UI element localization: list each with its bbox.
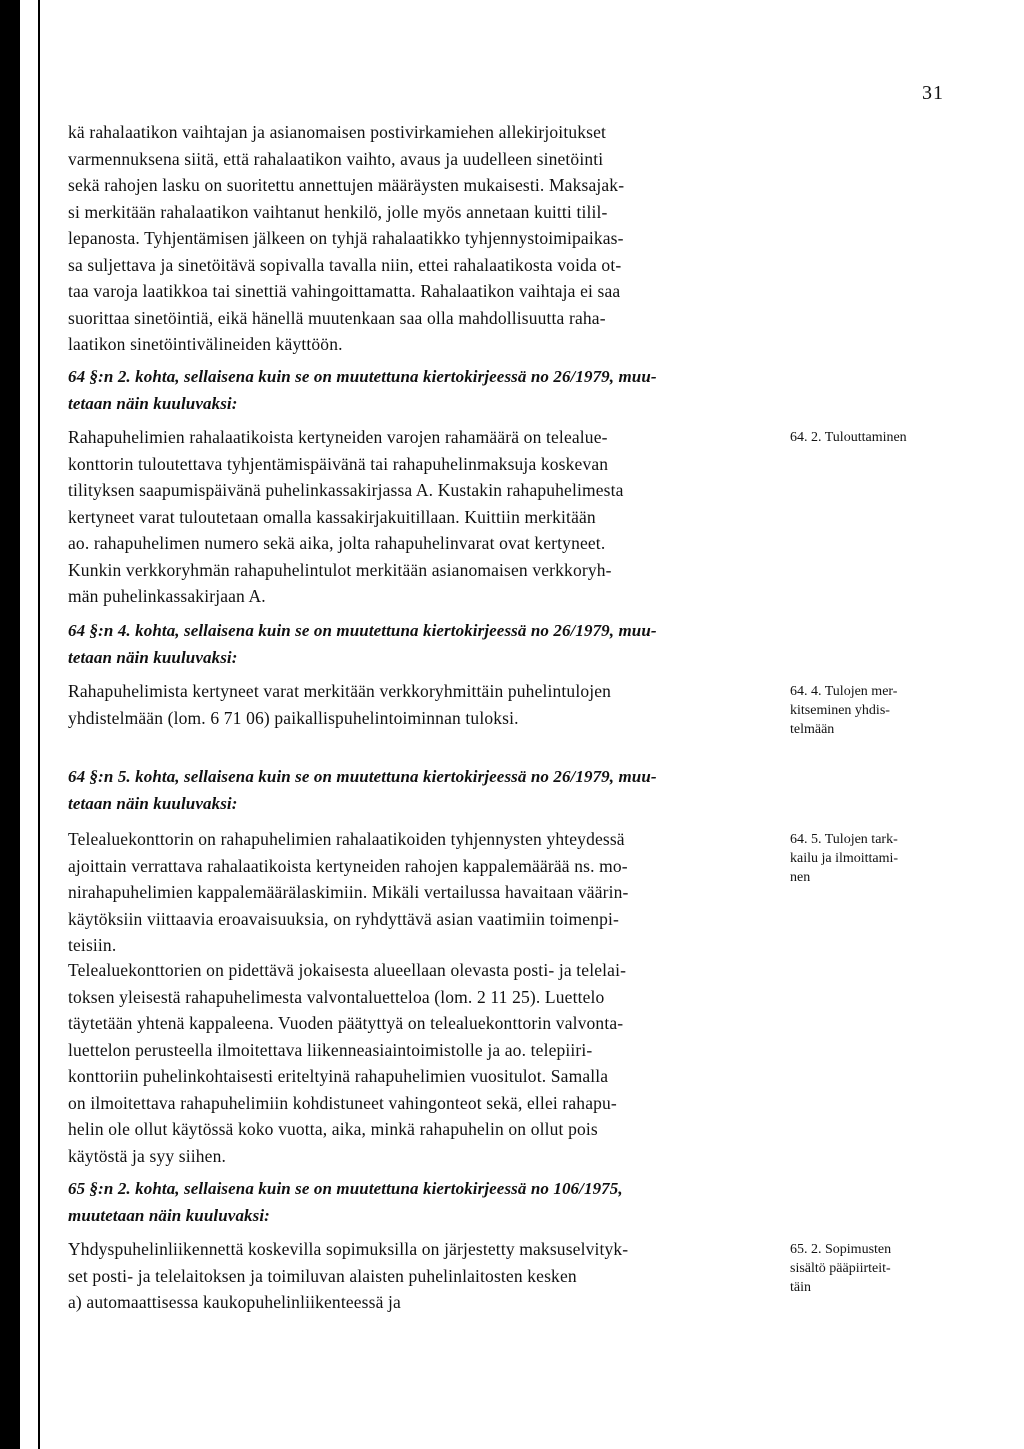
text-line: sekä rahojen lasku on suoritettu annettujen määräysten mukaisesti. Maksajak- [68, 175, 625, 195]
margin-note-line: sisältö pääpiirteit- [790, 1261, 891, 1276]
text-line: luettelon perusteella ilmoitettava liikenneasiaintoimistolle ja ao. telepiiri- [68, 1039, 593, 1060]
text-line: laatikon sinetöintivälineiden käyttöön. [68, 334, 343, 354]
text-line: män puhelinkassakirjaan A. [68, 586, 266, 606]
text-line: tilityksen saapumispäivänä puhelinkassakirjassa A. Kustakin rahapuhelimesta [68, 480, 624, 500]
section-paragraph [68, 1236, 758, 1316]
text-line: on ilmoitettava rahapuhelimiin kohdistuneet vahingonteot sekä, ellei rahapu- [68, 1092, 617, 1113]
section-heading [68, 1176, 758, 1229]
heading-line: tetaan näin kuuluvaksi: [68, 393, 238, 413]
section-heading [68, 618, 758, 671]
margin-note [790, 428, 990, 447]
text-line: taa varoja laatikkoa tai sinettiä vahingoittamatta. Rahalaatikon vaihtaja ei saa [68, 281, 621, 301]
margin-note-line: kailu ja ilmoittami- [790, 851, 899, 866]
section-paragraph [68, 424, 758, 610]
margin-note-line: 65. 2. Sopimusten [790, 1242, 892, 1257]
text-line: set posti- ja telelaitoksen ja toimiluvan alaisten puhelinlaitosten kesken [68, 1265, 577, 1286]
page-number: 31 [922, 82, 944, 104]
margin-note-line: nen [790, 870, 811, 885]
text-line: Telealuekonttorien on pidettävä jokaisesta alueellaan olevasta posti- ja telelai- [68, 960, 627, 980]
text-line: Yhdyspuhelinliikennettä koskevilla sopimuksilla on järjestetty maksuselvityk- [68, 1239, 629, 1259]
section-heading [68, 364, 758, 417]
text-line: Rahapuhelimien rahalaatikoista kertyneiden varojen rahamäärä on telealue- [68, 427, 608, 447]
binding-edge [0, 0, 20, 1449]
text-line: teisiin. [68, 935, 117, 955]
text-line: Telealuekonttorin on rahapuhelimien rahalaatikoiden tyhjennysten yhteydessä [68, 829, 625, 849]
text-line: täytetään yhtenä kappaleena. Vuoden päätyttyä on telealuekonttorin valvonta- [68, 1013, 624, 1033]
margin-note-line: 64. 5. Tulojen tark- [790, 832, 898, 847]
text-line: kä rahalaatikon vaihtajan ja asianomaisen postivirkamiehen allekirjoitukset [68, 122, 607, 142]
margin-note-line: täin [790, 1280, 811, 1295]
margin-note-line: kitseminen yhdis- [790, 703, 890, 718]
heading-line: tetaan näin kuuluvaksi: [68, 793, 238, 813]
text-line: si merkitään rahalaatikon vaihtanut henkilö, jolle myös annetaan kuitti tilil- [68, 201, 608, 222]
margin-note-line: 64. 4. Tulojen mer- [790, 684, 898, 699]
text-line: helin ole ollut käytössä koko vuotta, aika, minkä rahapuhelin on ollut pois [68, 1119, 598, 1139]
intro-paragraph [68, 119, 758, 358]
text-line: konttoriin puhelinkohtaisesti eriteltyinä rahapuhelimien vuositulot. Samalla [68, 1066, 609, 1086]
margin-note [790, 1240, 990, 1297]
margin-note [790, 682, 990, 739]
section-paragraph [68, 826, 758, 959]
section-heading [68, 764, 758, 817]
section-paragraph [68, 678, 758, 731]
section-paragraph [68, 957, 758, 1169]
text-line: konttorin tuloutettava tyhjentämispäivänä tai rahapuhelinmaksuja koskevan [68, 453, 609, 474]
heading-line: tetaan näin kuuluvaksi: [68, 647, 238, 667]
text-line: varmennuksena siitä, että rahalaatikon vaihto, avaus ja uudelleen sinetöinti [68, 148, 604, 169]
text-line: lepanosta. Tyhjentämisen jälkeen on tyhjä rahalaatikko tyhjennystoimipaikas- [68, 228, 624, 248]
text-line: Rahapuhelimista kertyneet varat merkitään verkkoryhmittäin puhelintulojen [68, 681, 612, 701]
margin-note-line: telmään [790, 722, 835, 737]
text-line: nirahapuhelimien kappalemäärälaskimiin. Mikäli vertailussa havaitaan väärin- [68, 882, 629, 902]
text-line: käytöksiin viittaavia eroavaisuuksia, on ryhdyttävä asian vaatimiin toimenpi- [68, 908, 619, 929]
text-line: yhdistelmään (lom. 6 71 06) paikallispuhelintoiminnan tuloksi. [68, 707, 519, 728]
text-line: toksen yleisestä rahapuhelimesta valvontaluetteloa (lom. 2 11 25). Luettelo [68, 986, 605, 1007]
binding-gap [20, 0, 38, 1449]
heading-line: 64 §:n 4. kohta, sellaisena kuin se on muutettuna kiertokirjeessä no 26/1979, muu- [68, 621, 657, 640]
text-line: käytöstä ja syy siihen. [68, 1145, 227, 1166]
text-line: ao. rahapuhelimen numero sekä aika, jolta rahapuhelinvarat ovat kertyneet. [68, 533, 606, 553]
text-line: a) automaattisessa kaukopuhelinliikenteessä ja [68, 1292, 401, 1312]
text-line: sa suljettava ja sinetöitävä sopivalla tavalla niin, ettei rahalaatikosta voida ot- [68, 254, 622, 275]
heading-line: 65 §:n 2. kohta, sellaisena kuin se on muutettuna kiertokirjeessä no 106/1975, [68, 1179, 623, 1198]
heading-line: 64 §:n 5. kohta, sellaisena kuin se on muutettuna kiertokirjeessä no 26/1979, muu- [68, 767, 657, 786]
margin-note [790, 830, 990, 887]
binding-line [38, 0, 40, 1449]
heading-line: muutetaan näin kuuluvaksi: [68, 1205, 270, 1225]
heading-line: 64 §:n 2. kohta, sellaisena kuin se on muutettuna kiertokirjeessä no 26/1979, muu- [68, 367, 657, 386]
text-line: Kunkin verkkoryhmän rahapuhelintulot merkitään asianomaisen verkkoryh- [68, 559, 612, 580]
text-line: kertyneet varat tuloutetaan omalla kassakirjakuitillaan. Kuittiin merkitään [68, 506, 596, 527]
margin-note-line: 64. 2. Tulouttaminen [790, 430, 907, 445]
text-line: suorittaa sinetöintiä, eikä hänellä muutenkaan saa olla mahdollisuutta raha- [68, 307, 606, 328]
text-line: ajoittain verrattava rahalaatikoista kertyneiden rahojen kappalemäärää ns. mo- [68, 855, 628, 876]
